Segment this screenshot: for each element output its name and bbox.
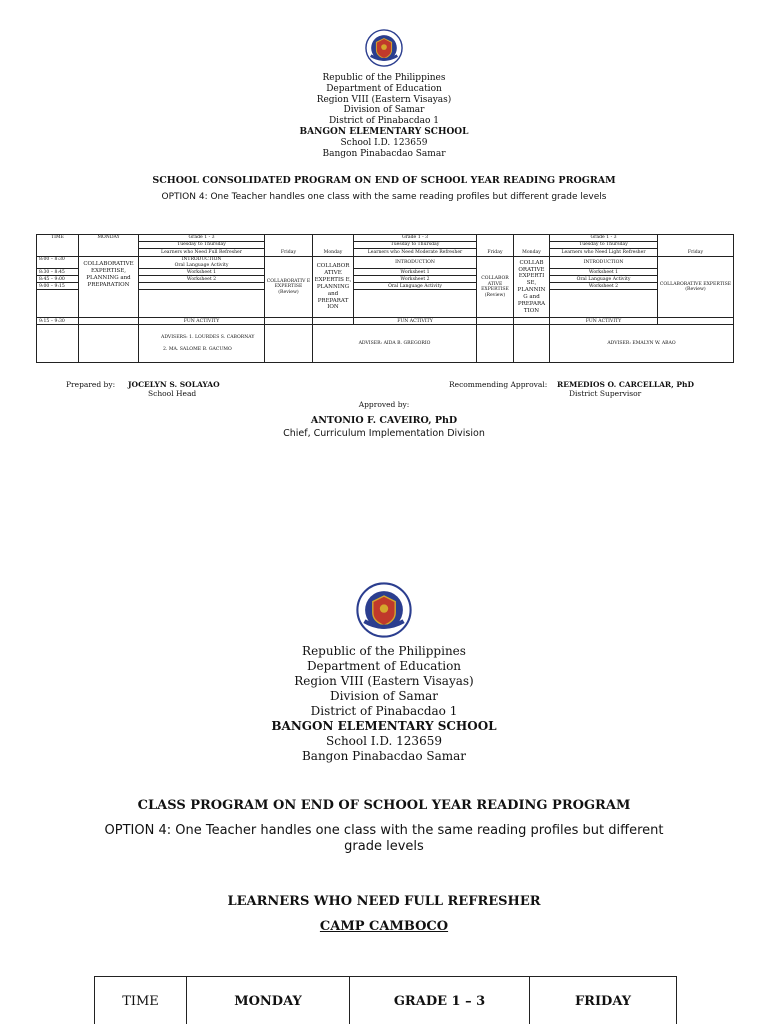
department-line: Department of Education xyxy=(306,659,462,673)
consolidated-schedule-table xyxy=(36,234,734,363)
republic-line: Republic of the Philippines xyxy=(302,644,466,658)
region-line: Region VIII (Eastern Visayas) xyxy=(316,94,452,105)
class-program-table xyxy=(94,976,677,1024)
g1-empty xyxy=(139,283,265,290)
adviser-1a: ADVISERS: 1. LOURDES S. CABORNAY xyxy=(161,335,255,341)
g3-monday-activity: COLLAB ORATIVE EXPERTI SE, PLANNIN G and PREPARA TION xyxy=(514,257,550,318)
g1-days: Tuesday to Thursday xyxy=(139,242,265,249)
g1-ws2: Worksheet 2 xyxy=(139,276,265,283)
g2-fri-fun-gap xyxy=(477,318,514,325)
adviser-group-3: ADVISER: EMALYN W. ABAO xyxy=(550,325,734,363)
g2-friday: Friday xyxy=(477,235,514,257)
deped-seal-icon xyxy=(356,582,412,638)
g3-intro: INTRODUCTION xyxy=(550,257,658,269)
g3-ws1: Worksheet 1 xyxy=(550,269,658,276)
g1-intro xyxy=(139,257,265,269)
school-id: School I.D. 123659 xyxy=(340,137,428,148)
g2-gap xyxy=(354,290,477,318)
advisers-g1-fri-blank xyxy=(265,325,313,363)
g3-learners: Learners who Need Light Refresher xyxy=(550,249,658,257)
time-slot-3: 8:45 – 9:00 xyxy=(37,276,79,283)
school-id: School I.D. 123659 xyxy=(326,734,442,748)
republic-line: Republic of the Philippines xyxy=(322,73,446,83)
g1-fun: FUN ACTIVITY xyxy=(139,318,265,325)
deped-seal-icon xyxy=(365,29,403,67)
g3-grade: Grade 1 - 3 xyxy=(550,235,658,242)
school-name: BANGON ELEMENTARY SCHOOL xyxy=(271,719,497,733)
division-line: Division of Samar xyxy=(343,105,425,116)
prepared-by-block xyxy=(66,380,220,398)
g2-ws2: Worksheet 2 xyxy=(354,276,477,283)
learner-group-title: LEARNERS WHO NEED FULL REFRESHER xyxy=(227,893,541,909)
district-line: District of Pinabacdao 1 xyxy=(328,116,440,127)
approved-name: ANTONIO F. CAVEIRO, PhD xyxy=(310,415,458,426)
document-title: SCHOOL CONSOLIDATED PROGRAM ON END OF SCHOOL YEAR READING PROGRAM xyxy=(152,175,616,187)
document-page-2 xyxy=(0,570,768,1024)
prepared-name: JOCELYN S. SOLAYAO xyxy=(128,380,220,389)
time-slot-4: 9:00 – 9:15 xyxy=(37,283,79,290)
school-address: Bangon Pinabacdao Samar xyxy=(322,148,446,159)
adviser-group-2: ADVISER: AIDA B. GREGORIO xyxy=(313,325,477,363)
option-description: OPTION 4: One Teacher handles one class with the same reading profiles but different grade levels xyxy=(161,192,607,203)
g2-learners: Learners who Need Moderate Refresher xyxy=(354,249,477,257)
region-line: Region VIII (Eastern Visayas) xyxy=(294,674,474,688)
g2-monday-activity: COLLABOR ATIVE EXPERTIS E, PLANNING and PREPARAT ION xyxy=(313,257,354,318)
g1-fri-fun-gap xyxy=(265,318,313,325)
monday-activity: COLLABORATIVE EXPERTISE, PLANNING and PREPARATION xyxy=(79,257,139,318)
approved-label: Approved by: xyxy=(358,400,410,409)
advisers-monday-blank xyxy=(79,325,139,363)
school-address: Bangon Pinabacdao Samar xyxy=(301,749,467,763)
g1-oral-label: Oral Language Activity xyxy=(174,262,229,268)
g2-intro: INTRODUCTION xyxy=(354,257,477,269)
advisers-g2-fri-blank xyxy=(477,325,514,363)
prepared-label: Prepared by: xyxy=(66,380,116,389)
district-line: District of Pinabacdao 1 xyxy=(310,704,458,718)
department-line: Department of Education xyxy=(326,83,442,94)
g2-friday-activity: COLLABOR ATIVE EXPERTISE (Review) xyxy=(477,257,514,318)
g2-grade: Grade 1 - 3 xyxy=(354,235,477,242)
prepared-role: School Head xyxy=(148,389,197,398)
time-slot-2: 8:30 – 8:45 xyxy=(37,269,79,276)
g1-gap xyxy=(139,290,265,318)
header-monday: MONDAY xyxy=(187,977,350,1024)
g2-monday: Monday xyxy=(313,235,354,257)
adviser-1b: 2. MA. SALOME B. GACUMO xyxy=(163,346,232,352)
document-title: CLASS PROGRAM ON END OF SCHOOL YEAR READING PROGRAM xyxy=(137,798,631,813)
g2-oral: Oral Language Activity xyxy=(354,283,477,290)
g2-fun: FUN ACTIVITY xyxy=(354,318,477,325)
g3-oral: Oral Language Activity xyxy=(550,276,658,283)
g3-ws2: Worksheet 2 xyxy=(550,283,658,290)
header-time: TIME xyxy=(37,235,79,257)
header-grade: GRADE 1 – 3 xyxy=(350,977,530,1024)
time-slot-1: 8:00 – 8:30 xyxy=(37,257,79,269)
header-time: TIME xyxy=(95,977,187,1024)
advisers-g3-mon-blank xyxy=(514,325,550,363)
approved-role: Chief, Curriculum Implementation Division xyxy=(283,428,485,439)
g2-mon-fun-gap xyxy=(313,318,354,325)
g3-fun: FUN ACTIVITY xyxy=(550,318,658,325)
g3-days: Tuesday to Thursday xyxy=(550,242,658,249)
g3-monday: Monday xyxy=(514,235,550,257)
division-line: Division of Samar xyxy=(330,689,438,703)
recommending-label: Recommending Approval: xyxy=(449,380,548,389)
g1-intro-label: INTRODUCTION xyxy=(181,257,222,262)
g1-learners: Learners who Need Full Refresher xyxy=(139,249,265,257)
advisers-group-1 xyxy=(139,325,265,363)
camp-name: CAMP CAMBOCO xyxy=(319,918,449,934)
g2-days: Tuesday to Thursday xyxy=(354,242,477,249)
recommending-role: District Supervisor xyxy=(569,389,642,398)
time-gap xyxy=(37,290,79,318)
g1-ws1: Worksheet 1 xyxy=(139,269,265,276)
g1-friday: Friday xyxy=(265,235,313,257)
g3-gap xyxy=(550,290,658,318)
header-monday: MONDAY xyxy=(79,235,139,257)
g2-ws1: Worksheet 1 xyxy=(354,269,477,276)
school-name: BANGON ELEMENTARY SCHOOL xyxy=(299,126,469,137)
document-page-1 xyxy=(0,0,768,490)
time-slot-5: 9:15 – 9:30 xyxy=(37,318,79,325)
g3-fri-fun-gap xyxy=(658,318,734,325)
g3-friday: Friday xyxy=(658,235,734,257)
g1-friday-activity: COLLABORATIV E EXPERTISE (Review) xyxy=(265,257,313,318)
advisers-time-blank xyxy=(37,325,79,363)
g1-grade: Grade 1 - 3 xyxy=(139,235,265,242)
recommending-name: REMEDIOS O. CARCELLAR, PhD xyxy=(557,380,694,389)
recommending-block xyxy=(449,380,694,398)
approved-block xyxy=(0,400,768,439)
letterhead xyxy=(0,644,768,764)
g3-mon-fun-gap xyxy=(514,318,550,325)
header-friday: FRIDAY xyxy=(530,977,677,1024)
g3-friday-activity: COLLABORATIVE EXPERTISE (Review) xyxy=(658,257,734,318)
monday-fun-gap xyxy=(79,318,139,325)
letterhead xyxy=(0,73,768,159)
option-description: OPTION 4: One Teacher handles one class with the same reading profiles but different grade levels xyxy=(104,823,664,855)
